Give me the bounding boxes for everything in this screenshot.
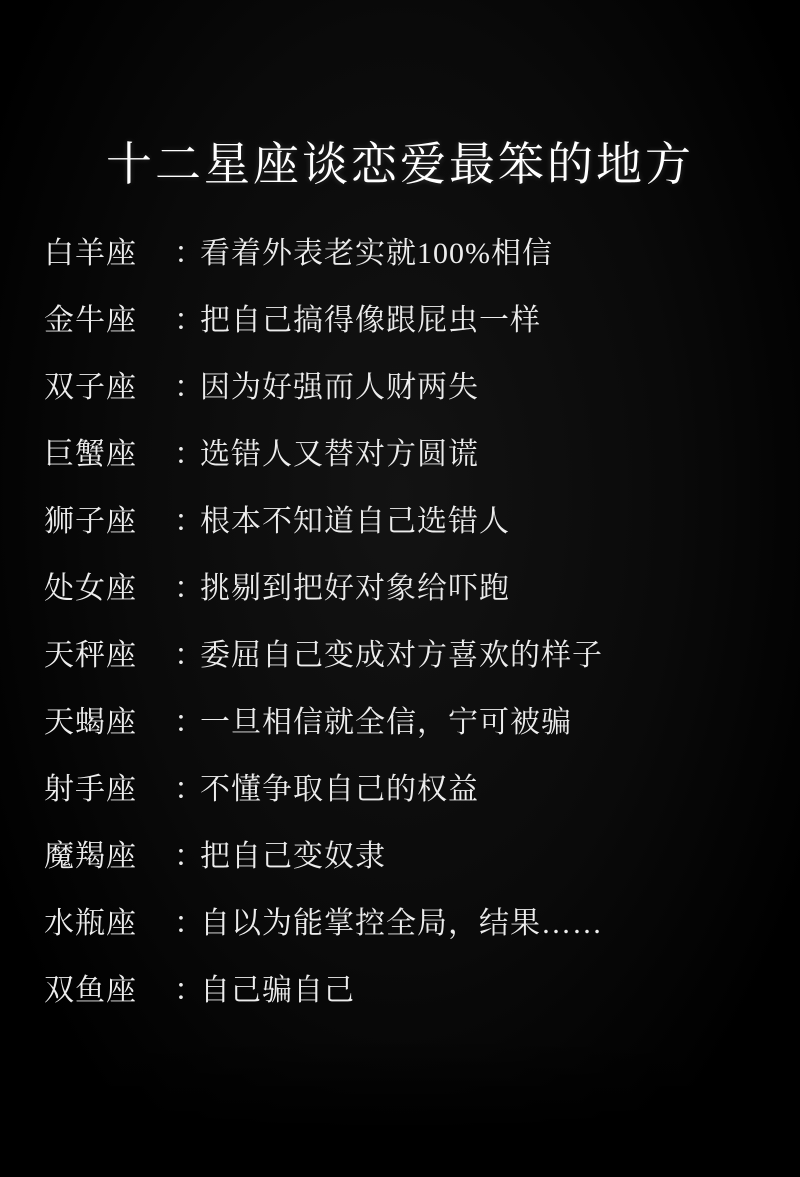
- list-item: [44, 228, 764, 295]
- zodiac-sign-label: 射手座: [44, 773, 137, 806]
- separator: ：: [174, 438, 205, 471]
- list-item: [44, 965, 764, 1032]
- zodiac-sign-label: 狮子座: [44, 505, 137, 538]
- zodiac-description: 选错人又替对方圆谎: [200, 438, 479, 471]
- separator: ：: [174, 639, 205, 672]
- zodiac-description: 挑剔到把好对象给吓跑: [200, 572, 510, 605]
- zodiac-list: [44, 228, 764, 1032]
- zodiac-sign-label: 双鱼座: [44, 974, 137, 1007]
- separator: ：: [174, 907, 205, 940]
- list-item: [44, 563, 764, 630]
- zodiac-description: 把自己变奴隶: [200, 840, 386, 873]
- zodiac-description: 因为好强而人财两失: [200, 371, 479, 404]
- zodiac-sign-label: 双子座: [44, 371, 137, 404]
- zodiac-description: 委屈自己变成对方喜欢的样子: [200, 639, 603, 672]
- bottom-gradient: [0, 1037, 800, 1177]
- separator: ：: [174, 237, 205, 270]
- zodiac-description: 看着外表老实就100%相信: [200, 237, 553, 270]
- separator: ：: [174, 706, 205, 739]
- separator: ：: [174, 371, 205, 404]
- list-item: [44, 496, 764, 563]
- separator: ：: [174, 773, 205, 806]
- zodiac-sign-label: 魔羯座: [44, 840, 137, 873]
- zodiac-sign-label: 处女座: [44, 572, 137, 605]
- zodiac-sign-label: 天秤座: [44, 639, 137, 672]
- zodiac-sign-label: 天蝎座: [44, 706, 137, 739]
- zodiac-sign-label: 水瓶座: [44, 907, 137, 940]
- page-title: 十二星座谈恋爱最笨的地方: [106, 139, 694, 190]
- zodiac-description: 不懂争取自己的权益: [200, 773, 479, 806]
- list-item: [44, 295, 764, 362]
- list-item: [44, 429, 764, 496]
- list-item: [44, 831, 764, 898]
- zodiac-sign-label: 金牛座: [44, 304, 137, 337]
- separator: ：: [174, 505, 205, 538]
- separator: ：: [174, 304, 205, 337]
- zodiac-description: 一旦相信就全信，宁可被骗: [200, 706, 572, 739]
- zodiac-description: 根本不知道自己选错人: [200, 505, 510, 538]
- separator: ：: [174, 572, 205, 605]
- list-item: [44, 898, 764, 965]
- list-item: [44, 630, 764, 697]
- list-item: [44, 697, 764, 764]
- list-item: [44, 362, 764, 429]
- separator: ：: [174, 840, 205, 873]
- zodiac-description: 把自己搞得像跟屁虫一样: [200, 304, 541, 337]
- zodiac-description: 自己骗自己: [200, 974, 355, 1007]
- list-item: [44, 764, 764, 831]
- zodiac-sign-label: 白羊座: [44, 237, 137, 270]
- separator: ：: [174, 974, 205, 1007]
- zodiac-sign-label: 巨蟹座: [44, 438, 137, 471]
- zodiac-description: 自以为能掌控全局，结果……: [200, 907, 603, 940]
